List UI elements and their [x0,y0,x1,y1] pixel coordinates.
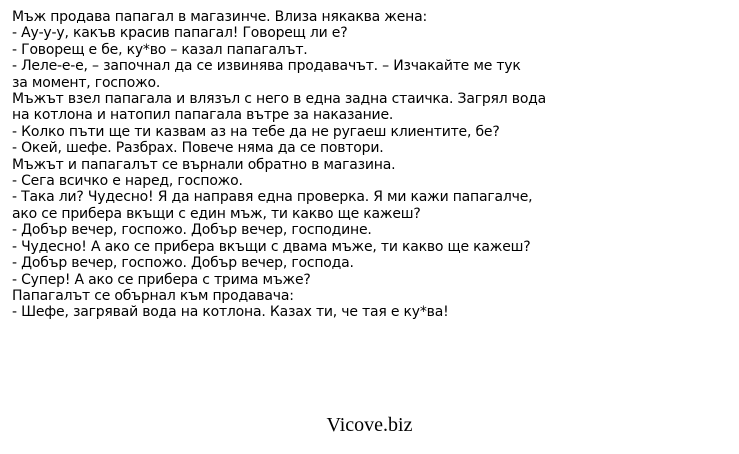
joke-line: - Шефе, загрявай вода на котлона. Казах ти, че тая е ку*ва! [12,304,449,321]
joke-line: за момент, госпожо. [12,74,161,91]
joke-line: - Така ли? Чудесно! Я да направя една проверка. Я ми кажи папагалче, [12,189,533,206]
joke-line: - Сега всичко е наред, госпожо. [12,173,243,190]
joke-line: на котлона и натопил папагала вътре за наказание. [12,107,394,124]
joke-line: - Говорещ е бе, ку*во – казал папагалът. [12,41,308,58]
joke-line: - Ау-у-у, какъв красив папагал! Говорещ ли е? [12,25,348,42]
joke-line: Мъж продава папагал в магазинче. Влиза някаква жена: [12,9,427,25]
joke-line: - Добър вечер, госпожо. Добър вечер, господине. [12,222,372,239]
joke-line: - Колко пъти ще ти казвам аз на тебе да не ругаеш клиентите, бе? [12,123,500,140]
joke-line: Мъжът взел папагала и влязъл с него в една задна стаичка. Загрял вода [12,91,547,108]
joke-line: ако се прибера вкъщи с един мъж, ти какво ще кажеш? [12,205,421,222]
joke-line: - Добър вечер, госпожо. Добър вечер, господа. [12,255,354,272]
joke-line: - Леле-е-е, – започнал да се извинява продавачът. – Изчакайте ме тук [12,58,521,75]
joke-line: - Супер! А ако се прибера с трима мъже? [12,271,311,288]
joke-line: Папагалът се обърнал към продавача: [12,287,294,304]
site-watermark: Vicove.biz [326,414,413,436]
joke-line: - Чудесно! А ако се прибера вкъщи с двама мъже, ти какво ще кажеш? [12,238,531,255]
joke-line: Мъжът и папагалът се върнали обратно в магазина. [12,156,396,173]
joke-text [12,9,732,321]
joke-line: - Окей, шефе. Разбрах. Повече няма да се повтори. [12,140,384,157]
